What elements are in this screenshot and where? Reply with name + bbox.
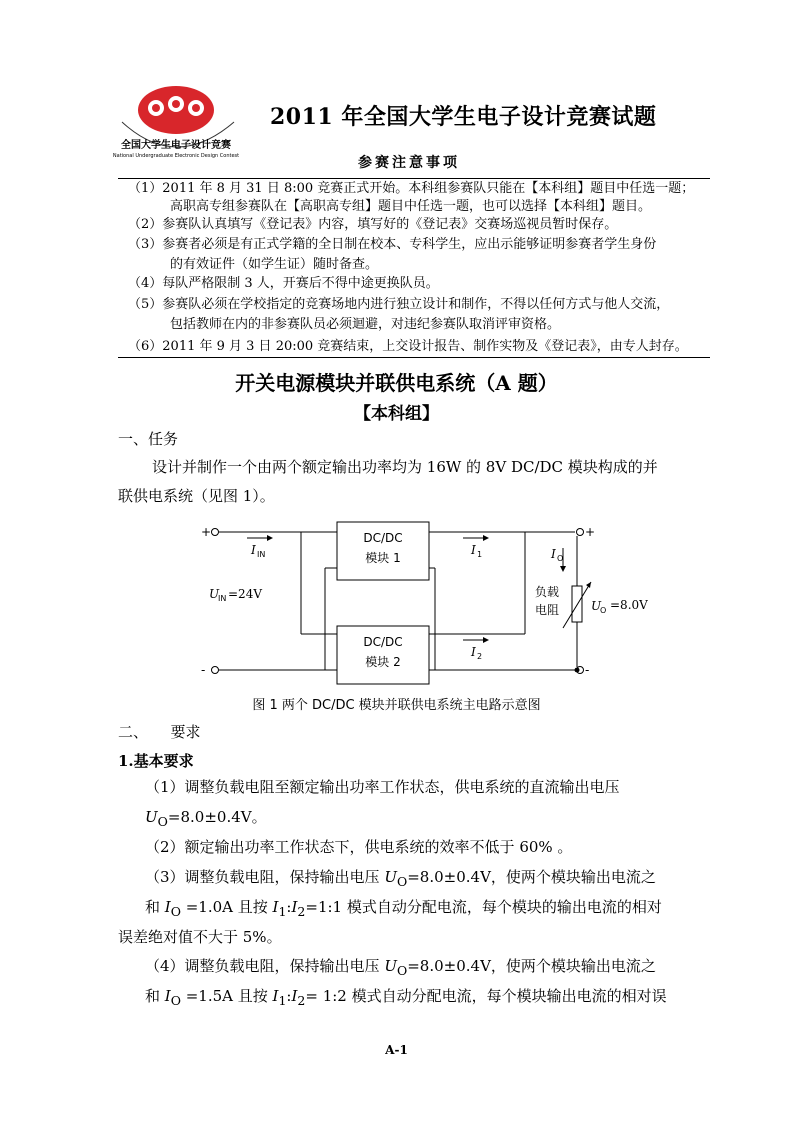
note-item: （1）2011 年 8 月 31 日 8:00 竞赛正式开始。本科组参赛队只能在【本科组】题目中任选一题； [128,181,695,196]
svg-text:2: 2 [477,652,483,661]
req-3-line-3: 误差绝对值不大于 5%。 [118,928,282,946]
basic-requirements-heading: 1.基本要求 [118,752,194,770]
problem-group: 【本科组】 [354,404,439,424]
svg-text:模块 2: 模块 2 [365,655,401,669]
svg-text:电阻: 电阻 [535,603,560,617]
note-item: （5）参赛队必须在学校指定的竞赛场地内进行独立设计和制作，不得以任何方式与他人交流， [128,297,670,312]
notes-top-rule [118,178,710,179]
requirements-heading: 二、 要求 [118,723,201,741]
notes-title: 参赛注意事项 [358,155,460,171]
svg-text:U: U [209,587,220,601]
req-4-line-1: （4）调整负载电阻，保持输出电压 $U_O=8.0\pm 0.4V$，使两个模块输出电流之 [145,957,656,978]
task-line: 联供电系统（见图 1）。 [118,487,275,505]
svg-text:O: O [600,606,607,615]
svg-text:DC/DC: DC/DC [363,531,403,545]
output-minus-label: - [585,663,590,677]
note-item: （3）参赛者必须是有正式学籍的全日制在校本、专科学生，应出示能够证明参赛者学生身份 [128,237,657,252]
logo-text-en: National Undergraduate Electronic Design Contest [112,153,240,159]
contest-logo [110,80,245,160]
req-1-line-2: $U_O=8.0\pm 0.4V$。 [145,808,267,829]
svg-text:I: I [471,543,476,557]
req-3-line-2: 和 $I_O =1.0A$ 且按 $I_1:I_2=1:1$ 模式自动分配电流，每个模块的输出电流的相对 [145,898,662,919]
req-2: （2）额定输出功率工作状态下，供电系统的效率不低于 60% 。 [145,838,573,856]
circuit-diagram [195,518,615,690]
notes-bottom-rule [118,357,710,358]
svg-text:I: I [551,547,556,561]
svg-text:U: U [591,599,602,613]
svg-text:模块 1: 模块 1 [365,551,401,565]
i1-arrow [483,535,489,541]
svg-text:IN: IN [218,594,227,603]
svg-text:1: 1 [477,550,483,559]
iin-arrow [267,535,273,541]
note-item: 高职高专组参赛队在【高职高专组】题目中任选一题，也可以选择【本科组】题目。 [170,199,652,214]
req-4-line-2: 和 $I_O =1.5A$ 且按 $I_1:I_2=$ 1:2 模式自动分配电流，每个模块输出电流的相对误 [145,987,667,1008]
figure-caption: 图 1 两个 DC/DC 模块并联供电系统主电路示意图 [252,698,541,713]
output-plus-terminal [577,529,584,536]
input-minus-terminal [212,667,219,674]
svg-text:=24V: =24V [228,587,262,601]
svg-text:I: I [471,645,476,659]
problem-title: 开关电源模块并联供电系统（A 题） [235,371,558,395]
load-resistor [572,586,582,622]
note-item: （6）2011 年 9 月 3 日 20:00 竞赛结束，上交设计报告、制作实物及《登记表》，由专人封存。 [128,339,688,354]
uo-value-label: =8.0V [610,598,648,612]
task-line: 设计并制作一个由两个额定输出功率均为 16W 的 8V DC/DC 模块构成的并 [152,458,658,476]
svg-text:DC/DC: DC/DC [363,635,403,649]
svg-text:I: I [251,543,256,557]
svg-text:IN: IN [257,550,266,559]
output-plus-label: + [585,525,596,539]
note-item: （4）每队严格限制 3 人，开赛后不得中途更换队员。 [128,276,439,291]
note-item: （2）参赛队认真填写《登记表》内容，填写好的《登记表》交赛场巡视员暂时保存。 [128,217,618,232]
rheostat-arrow [563,582,591,628]
task-heading: 一、任务 [118,430,179,448]
page-number: A-1 [385,1043,408,1057]
input-plus-terminal [212,529,219,536]
req-1-line-1: （1）调整负载电阻至额定输出功率工作状态，供电系统的直流输出电压 [145,778,620,796]
page-title: 2011 年全国大学生电子设计竞赛试题 [270,104,657,130]
i2-arrow [483,637,489,643]
note-item: 的有效证件（如学生证）随时备查。 [170,257,379,272]
req-3-line-1: （3）调整负载电阻，保持输出电压 $U_O=8.0\pm 0.4V$，使两个模块输出电流之 [145,868,656,889]
logo-text-cn: 全国大学生电子设计竞赛 [121,140,231,151]
svg-text:负载: 负载 [535,585,560,599]
io-arrow [560,566,566,572]
input-minus-label: - [201,663,206,677]
input-plus-label: + [201,525,212,539]
note-item: 包括教师在内的非参赛队员必须迴避，对违纪参赛队取消评审资格。 [170,317,561,332]
svg-text:O: O [557,554,564,563]
